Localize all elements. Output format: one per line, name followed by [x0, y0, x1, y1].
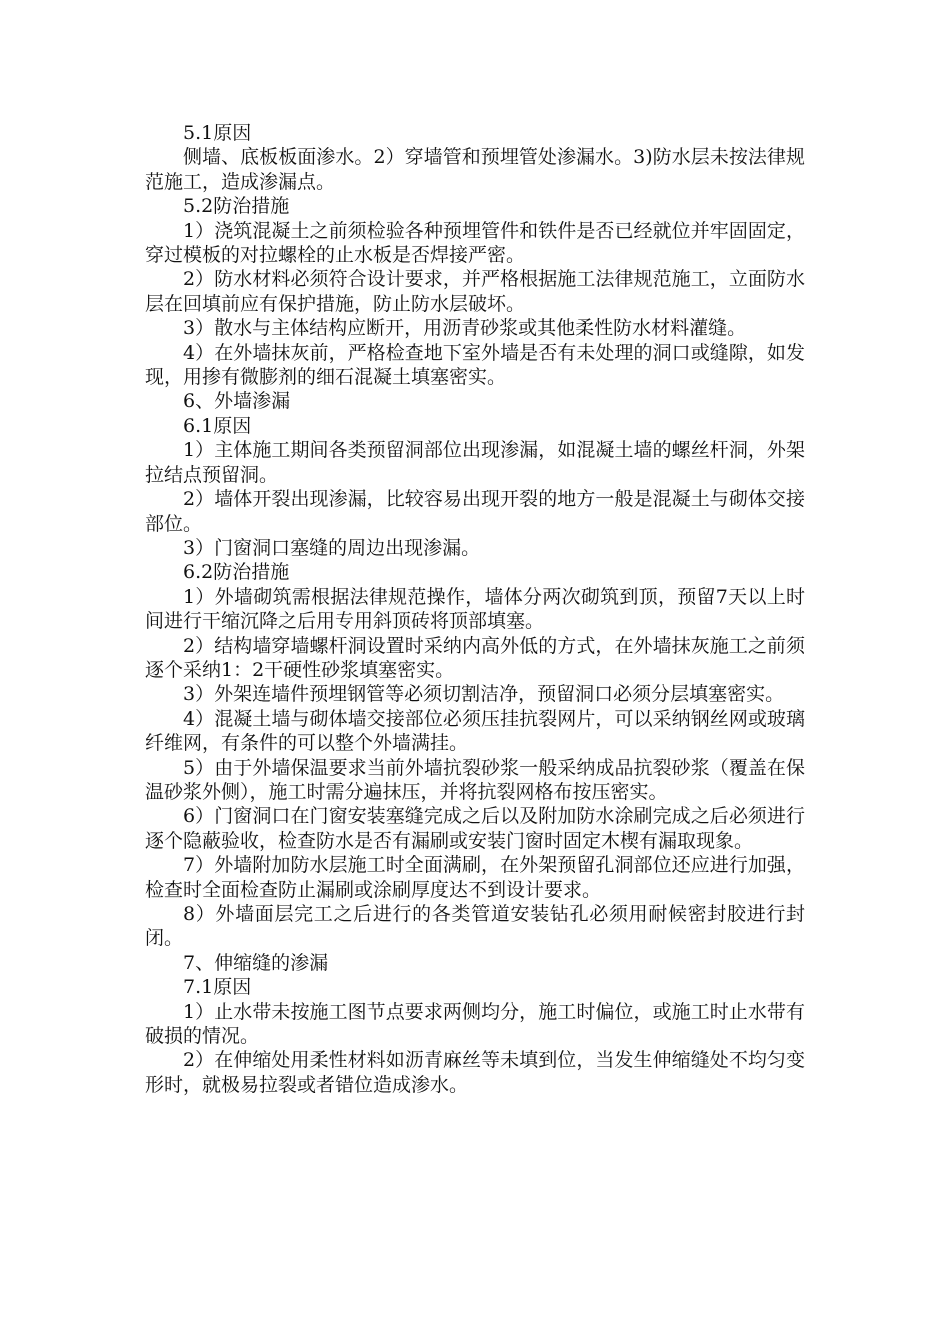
- paragraph: 5）由于外墙保温要求当前外墙抗裂砂浆一般采纳成品抗裂砂浆（覆盖在保温砂浆外侧），施工时需分遍抹压，并将抗裂网格布按压密实。: [145, 756, 805, 803]
- paragraph: 8）外墙面层完工之后进行的各类管道安装钻孔必须用耐候密封胶进行封闭。: [145, 903, 805, 950]
- paragraph: 4）在外墙抹灰前，严格检查地下室外墙是否有未处理的洞口或缝隙，如发现，用掺有微膨剂的细石混凝土填塞密实。: [145, 341, 805, 389]
- paragraph: 6）门窗洞口在门窗安装塞缝完成之后以及附加防水涂刷完成之后必须进行逐个隐蔽验收，检查防水是否有漏刷或安装门窗时固定木楔有漏取现象。: [145, 805, 805, 852]
- paragraph: 2）在伸缩处用柔性材料如沥青麻丝等未填到位，当发生伸缩缝处不均匀变形时，就极易拉裂或者错位造成渗水。: [145, 1049, 805, 1096]
- paragraph: 3）散水与主体结构应断开，用沥青砂浆或其他柔性防水材料灌缝。: [183, 317, 747, 340]
- paragraph: 2）结构墙穿墙螺杆洞设置时采纳内高外低的方式，在外墙抹灰施工之前须逐个采纳1：2干硬性砂浆填塞密实。: [145, 634, 805, 681]
- paragraph: 4）混凝土墙与砌体墙交接部位必须压挂抗裂网片，可以采纳钢丝网或玻璃纤维网，有条件的可以整个外墙满挂。: [145, 707, 805, 755]
- paragraph: 7）外墙附加防水层施工时全面满刷，在外架预留孔洞部位还应进行加强，检查时全面检查防止漏刷或涂刷厚度达不到设计要求。: [145, 854, 805, 901]
- paragraph: 3）外架连墙件预埋钢管等必须切割洁净，预留洞口必须分层填塞密实。: [183, 683, 785, 706]
- paragraph-heading-6-2: 6.2防治措施: [183, 561, 290, 584]
- paragraph: 1）止水带未按施工图节点要求两侧均分，施工时偏位，或施工时止水带有破损的情况。: [145, 1000, 805, 1048]
- paragraph-heading-5-1: 5.1原因: [183, 122, 252, 144]
- paragraph: 2）防水材料必须符合设计要求，并严格根据施工法律规范施工，立面防水层在回填前应有保护措施，防止防水层破坏。: [145, 268, 805, 315]
- section-heading-7: 7、伸缩缝的渗漏: [183, 951, 329, 974]
- paragraph: 1）外墙砌筑需根据法律规范操作，墙体分两次砌筑到顶，预留7天以上时间进行干缩沉降之后用专用斜顶砖将顶部填塞。: [145, 585, 805, 633]
- paragraph: 3）门窗洞口塞缝的周边出现渗漏。: [183, 536, 481, 559]
- paragraph: 2）墙体开裂出现渗漏，比较容易出现开裂的地方一般是混凝土与砌体交接部位。: [145, 488, 805, 535]
- section-heading-6: 6、外墙渗漏: [183, 390, 291, 413]
- paragraph: 1）主体施工期间各类预留洞部位出现渗漏，如混凝土墙的螺丝杆洞，外架拉结点预留洞。: [145, 439, 805, 486]
- paragraph-heading-5-2: 5.2防治措施: [183, 195, 290, 218]
- paragraph-heading-6-1: 6.1原因: [183, 414, 252, 437]
- paragraph-heading-7-1: 7.1原因: [183, 976, 252, 999]
- paragraph: 侧墙、底板板面渗水。2）穿墙管和预埋管处渗漏水。3)防水层未按法律规范施工，造成渗漏点。: [145, 146, 805, 193]
- paragraph: 1）浇筑混凝土之前须检验各种预埋管件和铁件是否已经就位并牢固固定，穿过模板的对拉螺栓的止水板是否焊接严密。: [145, 219, 805, 267]
- document-body: [145, 121, 805, 1097]
